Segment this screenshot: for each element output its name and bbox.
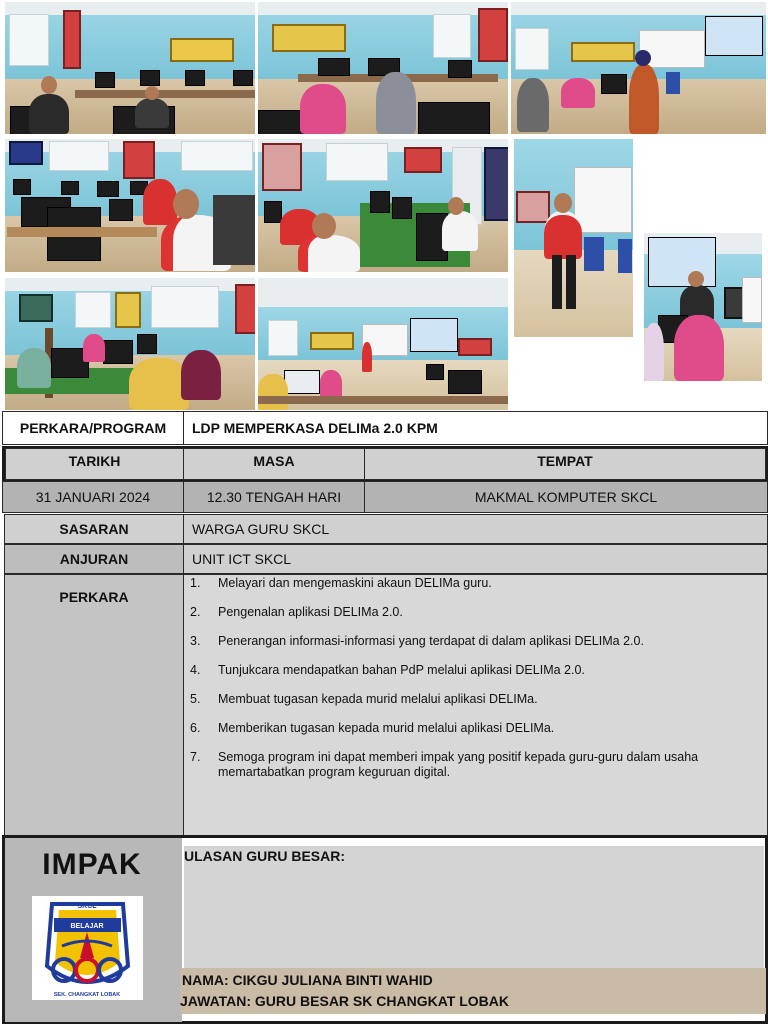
perkara-item: 6. Memberikan tugasan kepada murid melalui aplikasi DELIMa. (190, 721, 555, 735)
detail-tarikh: 31 JANUARI 2024 (2, 481, 184, 513)
header-tempat: TEMPAT (364, 448, 766, 480)
perkara-item: 1. Melayari dan mengemaskini akaun DELIMa guru. (190, 576, 492, 590)
sasaran-label: SASARAN (4, 514, 184, 544)
ulasan-label: ULASAN GURU BESAR: (184, 848, 345, 864)
logo-top-text: SKCL (77, 903, 97, 910)
perkara-item: 3. Penerangan informasi-informasi yang terdapat di dalam aplikasi DELIMa 2.0. (190, 634, 644, 648)
program-value: LDP MEMPERKASA DELIMa 2.0 KPM (183, 411, 768, 445)
logo-bottom-text: SEK. CHANGKAT LOBAK (53, 992, 121, 998)
photo-speaker (514, 139, 633, 337)
header-masa: MASA (183, 448, 365, 480)
header-tarikh: TARIKH (5, 448, 184, 480)
program-label: PERKARA/PROGRAM (2, 411, 184, 445)
photo-presentation-2 (644, 233, 762, 381)
photo-participants-2 (258, 139, 508, 272)
perkara-item: 4. Tunjukcara mendapatkan bahan PdP melalui aplikasi DELIMa 2.0. (190, 663, 585, 677)
signature-position: JAWATAN: GURU BESAR SK CHANGKAT LOBAK (180, 993, 509, 1009)
perkara-list (184, 576, 764, 794)
logo-banner-text: BELAJAR (70, 923, 104, 930)
photo-computer-lab-1 (5, 2, 255, 134)
anjuran-value: UNIT ICT SKCL (183, 544, 768, 574)
photo-presentation-1 (511, 2, 766, 134)
school-crest-icon (32, 896, 143, 1000)
impak-title: IMPAK (42, 848, 142, 881)
anjuran-label: ANJURAN (4, 544, 184, 574)
perkara-label: PERKARA (4, 574, 184, 836)
sasaran-value: WARGA GURU SKCL (183, 514, 768, 544)
perkara-item: 7. Semoga program ini dapat memberi impak yang positif kepada guru-guru dalam usaha memartabatkan program keguruan digital. (190, 750, 699, 779)
signature-name: NAMA: CIKGU JULIANA BINTI WAHID (182, 972, 433, 988)
photo-lab-wide (258, 278, 508, 410)
perkara-item: 5. Membuat tugasan kepada murid melalui aplikasi DELIMa. (190, 692, 538, 706)
photo-computer-lab-2 (258, 2, 508, 134)
photo-participants-3 (5, 278, 255, 410)
photo-participants-1 (5, 139, 255, 272)
perkara-item: 2. Pengenalan aplikasi DELIMa 2.0. (190, 605, 403, 619)
detail-masa: 12.30 TENGAH HARI (183, 481, 365, 513)
ulasan-box (184, 846, 764, 968)
detail-tempat: MAKMAL KOMPUTER SKCL (364, 481, 768, 513)
school-logo (32, 896, 143, 1000)
